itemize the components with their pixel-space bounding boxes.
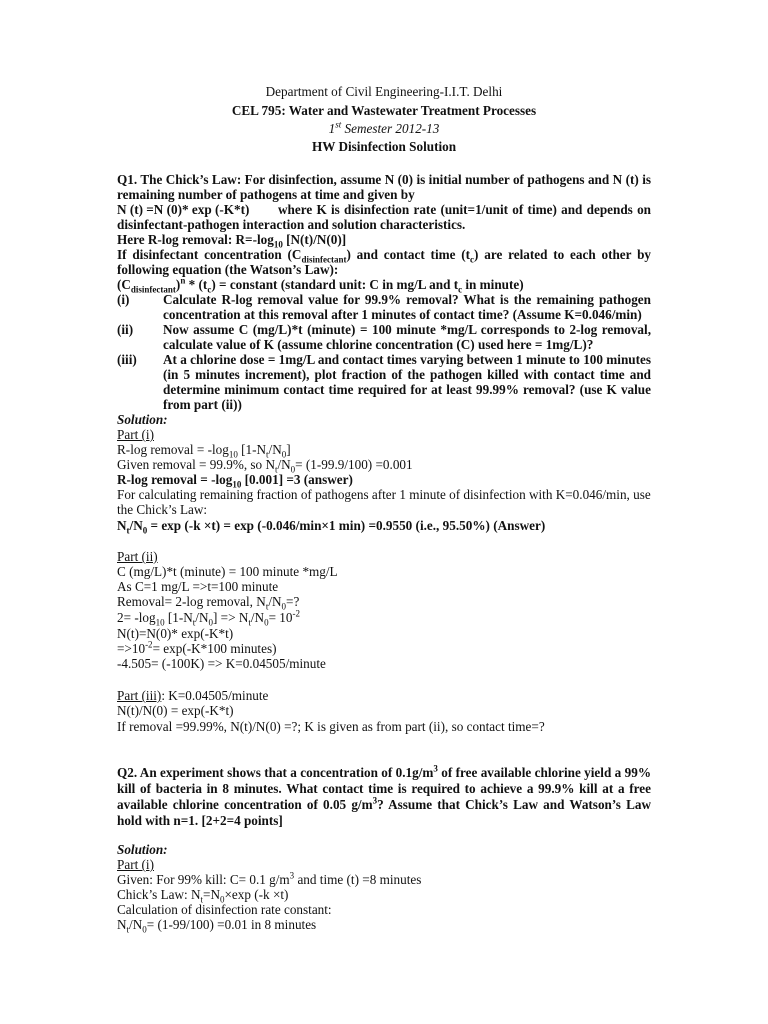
part-ii-line-4: $2= -\log_{10}$ $[1-N_t/N_0] => N_t/N_0= 10^{-2}$ xyxy=(117,608,300,628)
part-ii-heading: Part (ii) xyxy=(117,549,158,564)
item-label-i: (i) xyxy=(117,292,130,307)
watson-intro-line-1: If disinfectant concentration $(C_{disinfectant})$ and contact time $(t_c)$ are related to each other by xyxy=(117,247,652,265)
q1-intro-line-1: Q1. The Chick’s Law: For disinfection, assume N (0) is initial number of pathogens and N (t) is xyxy=(117,172,651,187)
part-ii-line-5: N(t)=N(0)* exp(-K*t) xyxy=(117,626,234,641)
item-iii-line-4: from part (ii)) xyxy=(163,397,242,412)
q2-line-4: hold with n=1. [2+2=4 points] xyxy=(117,813,283,828)
course-title: CEL 795: Water and Wastewater Treatment Processes xyxy=(231,103,537,118)
part-i-line-4: For calculating remaining fraction of pathogens after 1 minute of disinfection with K=0.046/min, use xyxy=(117,487,651,502)
part-ii-line-6: $=>10^{-2}= \exp(-K*100$ minutes) xyxy=(117,639,277,656)
item-iii-line-1: At a chlorine dose = 1mg/L and contact times varying between 1 minute to 100 minutes xyxy=(163,352,651,367)
part-ii-line-2: As C=1 mg/L =>t=100 minute xyxy=(117,579,279,594)
q2-solution-line-1: Given: For 99% kill: C= 0.1 $g/m^3$ and time (t) =8 minutes xyxy=(117,870,422,887)
part-ii-line-7: -4.505= (-100K) => K=0.04505/minute xyxy=(117,656,326,671)
part-i-answer-1: R-log removal = $-\log_{10}$ [0.001] =3 (answer) xyxy=(117,472,353,490)
item-iii-line-2: (in 5 minutes increment), plot fraction of the pathogen killed with contact time and xyxy=(163,367,651,382)
item-ii-line-2: calculate value of K (assume chlorine concentration (C) used here = 1mg/L)? xyxy=(163,337,594,352)
q2-line-1: Q2. An experiment shows that a concentration of $0.1g/m^3$ of free available chlorine yield a 99% xyxy=(117,763,652,780)
item-label-iii: (iii) xyxy=(117,352,137,367)
item-i-line-1: Calculate R-log removal value for 99.9% removal? What is the remaining pathogen xyxy=(163,292,651,307)
q2-line-3: available chlorine concentration of 0.05 $g/m^3$? Assume that Chick’s Law and Watson’s Law xyxy=(117,795,651,812)
q1-intro-line-4: disinfectant-pathogen interaction and solution characteristics. xyxy=(117,217,466,232)
part-i-line-2: Given removal = 99.9%, so $N_t/N_0= (1-99.9/100) =0.001$ xyxy=(117,457,413,475)
part-iii-heading: Part (iii): K=0.04505/minute xyxy=(117,688,269,703)
part-i-answer-2: $N_t/N_0 = \exp (-k \times t) = \exp (-0.046/\min\times 1$ min) =0.9550 (i.e., 95.50%) (Answer) xyxy=(117,518,546,536)
semester-line: 1st Semester 2012-13 xyxy=(328,119,440,136)
q2-solution-heading: Solution: xyxy=(117,842,168,857)
q1-intro-line-2: remaining number of pathogens at time and given by xyxy=(117,187,415,202)
solution-heading: Solution: xyxy=(117,412,168,427)
department-line: Department of Civil Engineering-I.I.T. Delhi xyxy=(265,84,503,99)
part-ii-line-3: Removal= 2-log removal, $N_t/N_0=$? xyxy=(117,594,300,612)
chick-law-equation: N (t) =N (0)* exp (-K*t) xyxy=(117,202,250,217)
part-iii-line-2: If removal =99.99%, N(t)/N(0) =?; K is given as from part (ii), so contact time=? xyxy=(117,719,545,734)
part-ii-line-1: C (mg/L)*t (minute) = 100 minute *mg/L xyxy=(117,564,338,579)
part-iii-line-1: N(t)/N(0) = exp(-K*t) xyxy=(117,703,234,718)
q2-part-i-heading: Part (i) xyxy=(117,857,154,872)
q2-solution-line-2: Chick’s Law: $N_t=N_0\times\exp$ (-k ×t) xyxy=(117,887,289,905)
document-title: HW Disinfection Solution xyxy=(311,139,457,154)
q2-solution-line-4: $N_t/N_0= (1-99/100) =0.01$ in 8 minutes xyxy=(117,917,317,935)
q2-solution-line-3: Calculation of disinfection rate constant: xyxy=(117,902,332,917)
r-log-definition: Here R-log removal: $R=-\log_{10}$ [N(t)/N(0)] xyxy=(117,232,347,250)
item-ii-line-1: Now assume C (mg/L)*t (minute) = 100 minute *mg/L corresponds to 2-log removal, xyxy=(163,322,651,337)
item-iii-line-3: determine minimum contact time required for at least 99.99% removal? (use K value xyxy=(163,382,651,397)
q2-line-2: kill of bacteria in 8 minutes. What contact time is required to achieve a 99.9% kill at a free xyxy=(117,781,651,796)
watson-intro-line-2: following equation (the Watson’s Law): xyxy=(117,262,339,277)
item-label-ii: (ii) xyxy=(117,322,134,337)
q1-intro-line-3: where K is disinfection rate (unit=1/unit of time) and depends on xyxy=(278,202,651,217)
watson-law-equation: $(C_{disinfectant})^n * (t_c)$ = constant (standard unit: C in mg/L and $t_c$ in minute) xyxy=(117,275,524,295)
part-i-heading: Part (i) xyxy=(117,427,154,442)
part-i-line-5: the Chick’s Law: xyxy=(117,502,208,517)
item-i-line-2: concentration at this removal after 1 minutes of contact time? (Assume K=0.046/min) xyxy=(163,307,642,322)
part-i-line-1: R-log removal = $-\log_{10}$ $[1-N_t/N_0]$ xyxy=(117,442,291,460)
